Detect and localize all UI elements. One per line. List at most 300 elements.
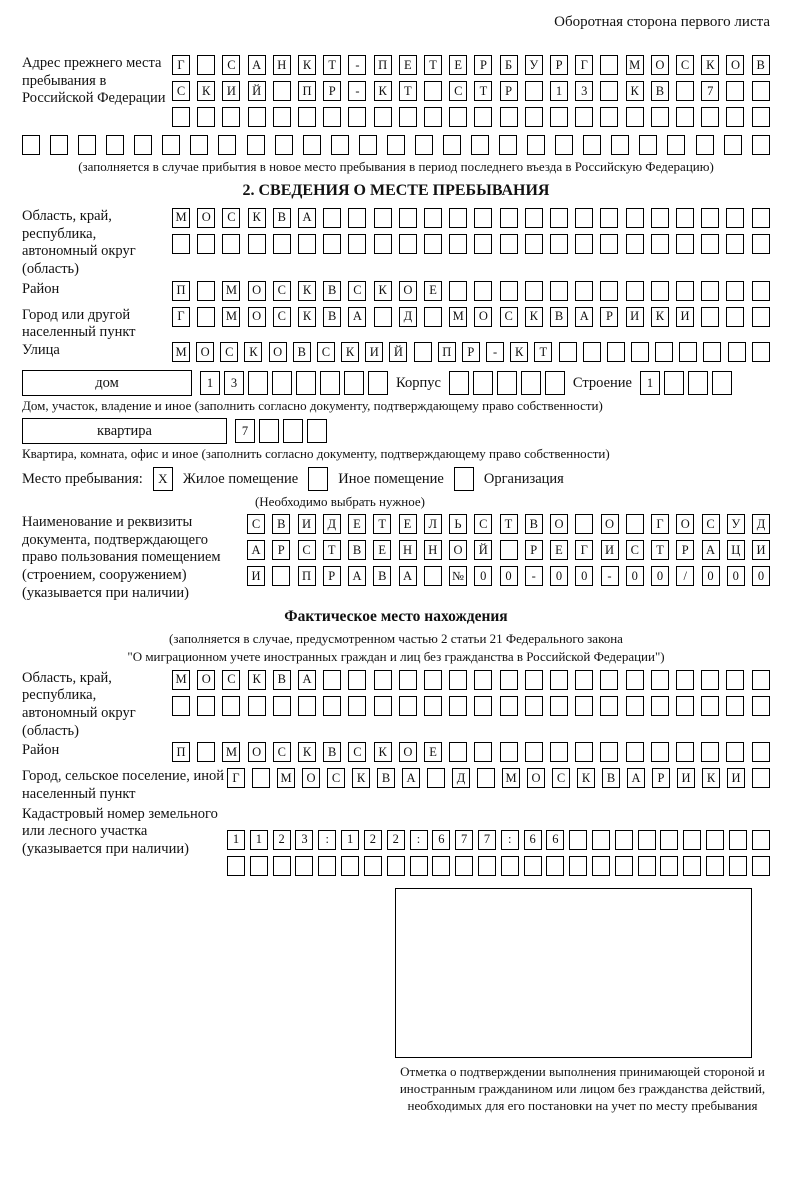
char-cell[interactable]	[248, 696, 266, 716]
char-cell[interactable]	[424, 307, 442, 327]
char-cell[interactable]: Н	[424, 540, 442, 560]
char-cell[interactable]: А	[575, 307, 593, 327]
char-cell[interactable]	[600, 107, 618, 127]
char-cell[interactable]	[399, 234, 417, 254]
char-cell[interactable]: С	[172, 81, 190, 101]
char-cell[interactable]	[222, 234, 240, 254]
char-cell[interactable]: Р	[323, 566, 341, 586]
char-cell[interactable]	[172, 234, 190, 254]
char-cell[interactable]: У	[727, 514, 745, 534]
char-cell[interactable]	[651, 234, 669, 254]
char-cell[interactable]	[555, 135, 573, 155]
char-cell[interactable]	[172, 107, 190, 127]
char-cell[interactable]: А	[248, 55, 266, 75]
char-cell[interactable]	[368, 371, 388, 395]
char-cell[interactable]	[399, 670, 417, 690]
char-cell[interactable]	[575, 107, 593, 127]
char-cell[interactable]: О	[248, 307, 266, 327]
char-cell[interactable]	[592, 856, 610, 876]
char-cell[interactable]: Е	[348, 514, 366, 534]
char-cell[interactable]	[701, 696, 719, 716]
char-cell[interactable]	[651, 107, 669, 127]
char-cell[interactable]: С	[247, 514, 265, 534]
char-cell[interactable]: А	[702, 540, 720, 560]
char-cell[interactable]: Р	[474, 55, 492, 75]
char-cell[interactable]: Г	[172, 55, 190, 75]
char-cell[interactable]: Т	[474, 81, 492, 101]
char-cell[interactable]	[197, 234, 215, 254]
char-cell[interactable]	[250, 856, 268, 876]
char-cell[interactable]	[752, 342, 770, 362]
char-cell[interactable]: Р	[652, 768, 670, 788]
char-cell[interactable]	[399, 107, 417, 127]
char-cell[interactable]	[298, 107, 316, 127]
char-cell[interactable]	[575, 742, 593, 762]
char-cell[interactable]	[559, 342, 577, 362]
char-cell[interactable]	[712, 371, 732, 395]
char-cell[interactable]	[331, 135, 349, 155]
char-cell[interactable]: Т	[373, 514, 391, 534]
char-cell[interactable]	[22, 135, 40, 155]
char-cell[interactable]	[525, 742, 543, 762]
char-cell[interactable]	[197, 107, 215, 127]
char-cell[interactable]	[676, 670, 694, 690]
char-cell[interactable]	[524, 856, 542, 876]
char-cell[interactable]	[726, 107, 744, 127]
char-cell[interactable]: Т	[323, 540, 341, 560]
char-cell[interactable]	[569, 830, 587, 850]
char-cell[interactable]: 2	[387, 830, 405, 850]
char-cell[interactable]	[521, 371, 541, 395]
char-cell[interactable]	[424, 234, 442, 254]
char-cell[interactable]	[222, 107, 240, 127]
char-cell[interactable]: О	[197, 208, 215, 228]
char-cell[interactable]	[660, 856, 678, 876]
char-cell[interactable]	[688, 371, 708, 395]
char-cell[interactable]: 1	[550, 81, 568, 101]
char-cell[interactable]	[172, 696, 190, 716]
char-cell[interactable]	[575, 281, 593, 301]
char-cell[interactable]	[706, 830, 724, 850]
char-cell[interactable]	[500, 234, 518, 254]
char-cell[interactable]: Р	[500, 81, 518, 101]
char-cell[interactable]: 0	[651, 566, 669, 586]
char-cell[interactable]: С	[552, 768, 570, 788]
char-cell[interactable]	[500, 208, 518, 228]
char-cell[interactable]	[497, 371, 517, 395]
char-cell[interactable]	[726, 208, 744, 228]
char-cell[interactable]	[550, 234, 568, 254]
char-cell[interactable]	[374, 307, 392, 327]
char-cell[interactable]	[626, 514, 644, 534]
char-cell[interactable]: Т	[424, 55, 442, 75]
char-cell[interactable]	[726, 696, 744, 716]
char-cell[interactable]: Е	[373, 540, 391, 560]
char-cell[interactable]	[676, 696, 694, 716]
char-cell[interactable]	[474, 234, 492, 254]
char-cell[interactable]: Б	[500, 55, 518, 75]
char-cell[interactable]	[424, 670, 442, 690]
char-cell[interactable]	[50, 135, 68, 155]
char-cell[interactable]: С	[273, 281, 291, 301]
char-cell[interactable]: О	[527, 768, 545, 788]
char-cell[interactable]: №	[449, 566, 467, 586]
char-cell[interactable]: С	[626, 540, 644, 560]
char-cell[interactable]: М	[172, 342, 190, 362]
char-cell[interactable]: С	[273, 307, 291, 327]
char-cell[interactable]: О	[726, 55, 744, 75]
char-cell[interactable]	[726, 81, 744, 101]
char-cell[interactable]	[701, 107, 719, 127]
char-cell[interactable]: 0	[500, 566, 518, 586]
char-cell[interactable]	[525, 208, 543, 228]
char-cell[interactable]: В	[293, 342, 311, 362]
char-cell[interactable]	[655, 342, 673, 362]
char-cell[interactable]	[752, 856, 770, 876]
char-cell[interactable]: 7	[455, 830, 473, 850]
char-cell[interactable]	[455, 856, 473, 876]
char-cell[interactable]	[676, 107, 694, 127]
char-cell[interactable]: Д	[452, 768, 470, 788]
char-cell[interactable]	[323, 107, 341, 127]
char-cell[interactable]	[701, 307, 719, 327]
char-cell[interactable]: В	[752, 55, 770, 75]
char-cell[interactable]: 1	[341, 830, 359, 850]
char-cell[interactable]: Е	[399, 55, 417, 75]
char-cell[interactable]: К	[244, 342, 262, 362]
char-cell[interactable]	[631, 342, 649, 362]
char-cell[interactable]: О	[197, 670, 215, 690]
char-cell[interactable]	[651, 742, 669, 762]
char-cell[interactable]	[275, 135, 293, 155]
char-cell[interactable]: У	[525, 55, 543, 75]
char-cell[interactable]: Й	[474, 540, 492, 560]
char-cell[interactable]: Г	[575, 540, 593, 560]
char-cell[interactable]: Р	[462, 342, 480, 362]
char-cell[interactable]	[197, 696, 215, 716]
char-cell[interactable]: И	[601, 540, 619, 560]
char-cell[interactable]: О	[676, 514, 694, 534]
char-cell[interactable]	[500, 281, 518, 301]
char-cell[interactable]: 0	[474, 566, 492, 586]
char-cell[interactable]: О	[601, 514, 619, 534]
char-cell[interactable]	[752, 768, 770, 788]
char-cell[interactable]	[443, 135, 461, 155]
char-cell[interactable]	[399, 696, 417, 716]
char-cell[interactable]: К	[525, 307, 543, 327]
char-cell[interactable]	[701, 670, 719, 690]
char-cell[interactable]	[273, 696, 291, 716]
char-cell[interactable]: А	[399, 566, 417, 586]
char-cell[interactable]: С	[222, 208, 240, 228]
char-cell[interactable]: С	[500, 307, 518, 327]
char-cell[interactable]: -	[486, 342, 504, 362]
char-cell[interactable]: Т	[651, 540, 669, 560]
char-cell[interactable]: О	[449, 540, 467, 560]
char-cell[interactable]: К	[248, 208, 266, 228]
char-cell[interactable]: 0	[550, 566, 568, 586]
char-cell[interactable]: В	[323, 281, 341, 301]
char-cell[interactable]	[424, 696, 442, 716]
char-cell[interactable]	[600, 670, 618, 690]
char-cell[interactable]: П	[298, 81, 316, 101]
char-cell[interactable]: О	[651, 55, 669, 75]
char-cell[interactable]: Г	[651, 514, 669, 534]
char-cell[interactable]: Т	[323, 55, 341, 75]
char-cell[interactable]	[752, 307, 770, 327]
char-cell[interactable]: -	[348, 55, 366, 75]
char-cell[interactable]	[683, 830, 701, 850]
char-cell[interactable]: Ь	[449, 514, 467, 534]
char-cell[interactable]	[752, 281, 770, 301]
char-cell[interactable]: А	[627, 768, 645, 788]
char-cell[interactable]	[600, 281, 618, 301]
char-cell[interactable]: И	[626, 307, 644, 327]
char-cell[interactable]	[724, 135, 742, 155]
char-cell[interactable]	[752, 208, 770, 228]
char-cell[interactable]	[525, 107, 543, 127]
char-cell[interactable]: Д	[752, 514, 770, 534]
char-cell[interactable]	[449, 281, 467, 301]
char-cell[interactable]: 1	[227, 830, 245, 850]
char-cell[interactable]: -	[348, 81, 366, 101]
char-cell[interactable]: -	[601, 566, 619, 586]
char-cell[interactable]: И	[298, 514, 316, 534]
char-cell[interactable]: 1	[640, 371, 660, 395]
char-cell[interactable]: И	[677, 768, 695, 788]
char-cell[interactable]	[374, 696, 392, 716]
char-cell[interactable]	[218, 135, 236, 155]
char-cell[interactable]	[583, 135, 601, 155]
char-cell[interactable]: 0	[702, 566, 720, 586]
char-cell[interactable]	[272, 371, 292, 395]
char-cell[interactable]	[651, 696, 669, 716]
char-cell[interactable]: А	[348, 566, 366, 586]
char-cell[interactable]: 6	[546, 830, 564, 850]
char-cell[interactable]	[638, 830, 656, 850]
char-cell[interactable]: А	[348, 307, 366, 327]
char-cell[interactable]: X	[153, 467, 173, 491]
char-cell[interactable]	[474, 742, 492, 762]
char-cell[interactable]: П	[172, 281, 190, 301]
char-cell[interactable]: О	[248, 742, 266, 762]
char-cell[interactable]: 2	[364, 830, 382, 850]
char-cell[interactable]	[664, 371, 684, 395]
char-cell[interactable]	[197, 55, 215, 75]
char-cell[interactable]: 3	[295, 830, 313, 850]
char-cell[interactable]: К	[298, 281, 316, 301]
char-cell[interactable]	[298, 234, 316, 254]
char-cell[interactable]: П	[438, 342, 456, 362]
char-cell[interactable]	[726, 234, 744, 254]
char-cell[interactable]: С	[348, 742, 366, 762]
char-cell[interactable]: В	[348, 540, 366, 560]
char-cell[interactable]: Г	[172, 307, 190, 327]
char-cell[interactable]	[473, 371, 493, 395]
char-cell[interactable]: М	[172, 208, 190, 228]
char-cell[interactable]	[474, 281, 492, 301]
char-cell[interactable]	[227, 856, 245, 876]
char-cell[interactable]	[477, 768, 495, 788]
char-cell[interactable]: С	[327, 768, 345, 788]
char-cell[interactable]	[676, 81, 694, 101]
char-cell[interactable]: 1	[200, 371, 220, 395]
char-cell[interactable]: 6	[524, 830, 542, 850]
char-cell[interactable]	[348, 107, 366, 127]
char-cell[interactable]	[638, 856, 656, 876]
char-cell[interactable]	[348, 670, 366, 690]
char-cell[interactable]: 1	[250, 830, 268, 850]
char-cell[interactable]	[752, 81, 770, 101]
char-cell[interactable]	[626, 107, 644, 127]
char-cell[interactable]	[449, 742, 467, 762]
char-cell[interactable]: Р	[323, 81, 341, 101]
char-cell[interactable]	[474, 670, 492, 690]
char-cell[interactable]: И	[365, 342, 383, 362]
char-cell[interactable]: В	[323, 307, 341, 327]
char-cell[interactable]: К	[577, 768, 595, 788]
char-cell[interactable]	[78, 135, 96, 155]
char-cell[interactable]	[728, 342, 746, 362]
char-cell[interactable]	[626, 234, 644, 254]
char-cell[interactable]	[449, 208, 467, 228]
char-cell[interactable]	[701, 208, 719, 228]
char-cell[interactable]: К	[298, 307, 316, 327]
char-cell[interactable]	[248, 371, 268, 395]
char-cell[interactable]	[611, 135, 629, 155]
char-cell[interactable]	[527, 135, 545, 155]
char-cell[interactable]	[307, 419, 327, 443]
char-cell[interactable]: К	[374, 81, 392, 101]
char-cell[interactable]	[296, 371, 316, 395]
char-cell[interactable]: С	[317, 342, 335, 362]
char-cell[interactable]	[696, 135, 714, 155]
char-cell[interactable]	[550, 208, 568, 228]
char-cell[interactable]	[703, 342, 721, 362]
char-cell[interactable]	[359, 135, 377, 155]
char-cell[interactable]	[651, 670, 669, 690]
char-cell[interactable]: О	[474, 307, 492, 327]
char-cell[interactable]	[676, 234, 694, 254]
char-cell[interactable]	[575, 670, 593, 690]
char-cell[interactable]	[387, 135, 405, 155]
char-cell[interactable]	[550, 281, 568, 301]
char-cell[interactable]: :	[501, 830, 519, 850]
char-cell[interactable]: М	[222, 281, 240, 301]
char-cell[interactable]	[550, 696, 568, 716]
char-cell[interactable]	[600, 234, 618, 254]
char-cell[interactable]	[667, 135, 685, 155]
char-cell[interactable]: 0	[752, 566, 770, 586]
char-cell[interactable]	[726, 670, 744, 690]
char-cell[interactable]	[701, 281, 719, 301]
char-cell[interactable]: П	[374, 55, 392, 75]
char-cell[interactable]: Д	[323, 514, 341, 534]
char-cell[interactable]	[348, 234, 366, 254]
char-cell[interactable]	[726, 307, 744, 327]
char-cell[interactable]: С	[676, 55, 694, 75]
char-cell[interactable]: Т	[500, 514, 518, 534]
char-cell[interactable]	[545, 371, 565, 395]
char-cell[interactable]: А	[298, 208, 316, 228]
char-cell[interactable]: К	[374, 281, 392, 301]
char-cell[interactable]	[676, 281, 694, 301]
char-cell[interactable]: О	[399, 742, 417, 762]
char-cell[interactable]	[432, 856, 450, 876]
char-cell[interactable]: В	[373, 566, 391, 586]
char-cell[interactable]	[308, 467, 328, 491]
char-cell[interactable]: Е	[449, 55, 467, 75]
char-cell[interactable]: 6	[432, 830, 450, 850]
char-cell[interactable]	[295, 856, 313, 876]
char-cell[interactable]	[550, 670, 568, 690]
char-cell[interactable]	[607, 342, 625, 362]
char-cell[interactable]	[298, 696, 316, 716]
char-cell[interactable]: О	[248, 281, 266, 301]
char-cell[interactable]: И	[247, 566, 265, 586]
char-cell[interactable]	[501, 856, 519, 876]
char-cell[interactable]: В	[377, 768, 395, 788]
char-cell[interactable]: 0	[575, 566, 593, 586]
char-cell[interactable]	[592, 830, 610, 850]
char-cell[interactable]	[474, 696, 492, 716]
char-cell[interactable]	[569, 856, 587, 876]
char-cell[interactable]	[134, 135, 152, 155]
char-cell[interactable]	[197, 281, 215, 301]
char-cell[interactable]: 3	[224, 371, 244, 395]
char-cell[interactable]	[478, 856, 496, 876]
char-cell[interactable]	[500, 540, 518, 560]
char-cell[interactable]: Е	[424, 742, 442, 762]
char-cell[interactable]: Й	[389, 342, 407, 362]
char-cell[interactable]	[600, 208, 618, 228]
char-cell[interactable]	[427, 768, 445, 788]
char-cell[interactable]: О	[399, 281, 417, 301]
char-cell[interactable]: К	[626, 81, 644, 101]
char-cell[interactable]	[364, 856, 382, 876]
char-cell[interactable]	[651, 208, 669, 228]
char-cell[interactable]	[752, 742, 770, 762]
char-cell[interactable]	[575, 514, 593, 534]
char-cell[interactable]	[273, 856, 291, 876]
char-cell[interactable]	[676, 208, 694, 228]
char-cell[interactable]	[273, 234, 291, 254]
char-cell[interactable]: К	[248, 670, 266, 690]
char-cell[interactable]	[323, 208, 341, 228]
char-cell[interactable]	[348, 696, 366, 716]
char-cell[interactable]	[449, 371, 469, 395]
char-cell[interactable]	[449, 670, 467, 690]
char-cell[interactable]: -	[525, 566, 543, 586]
char-cell[interactable]	[303, 135, 321, 155]
char-cell[interactable]	[252, 768, 270, 788]
char-cell[interactable]: О	[269, 342, 287, 362]
char-cell[interactable]	[525, 281, 543, 301]
char-cell[interactable]: М	[626, 55, 644, 75]
char-cell[interactable]	[651, 281, 669, 301]
char-cell[interactable]	[323, 234, 341, 254]
char-cell[interactable]	[247, 135, 265, 155]
char-cell[interactable]: В	[651, 81, 669, 101]
char-cell[interactable]: К	[298, 742, 316, 762]
char-cell[interactable]	[106, 135, 124, 155]
char-cell[interactable]	[600, 696, 618, 716]
char-cell[interactable]	[500, 696, 518, 716]
char-cell[interactable]	[525, 696, 543, 716]
char-cell[interactable]: О	[196, 342, 214, 362]
char-cell[interactable]	[726, 742, 744, 762]
char-cell[interactable]: К	[651, 307, 669, 327]
